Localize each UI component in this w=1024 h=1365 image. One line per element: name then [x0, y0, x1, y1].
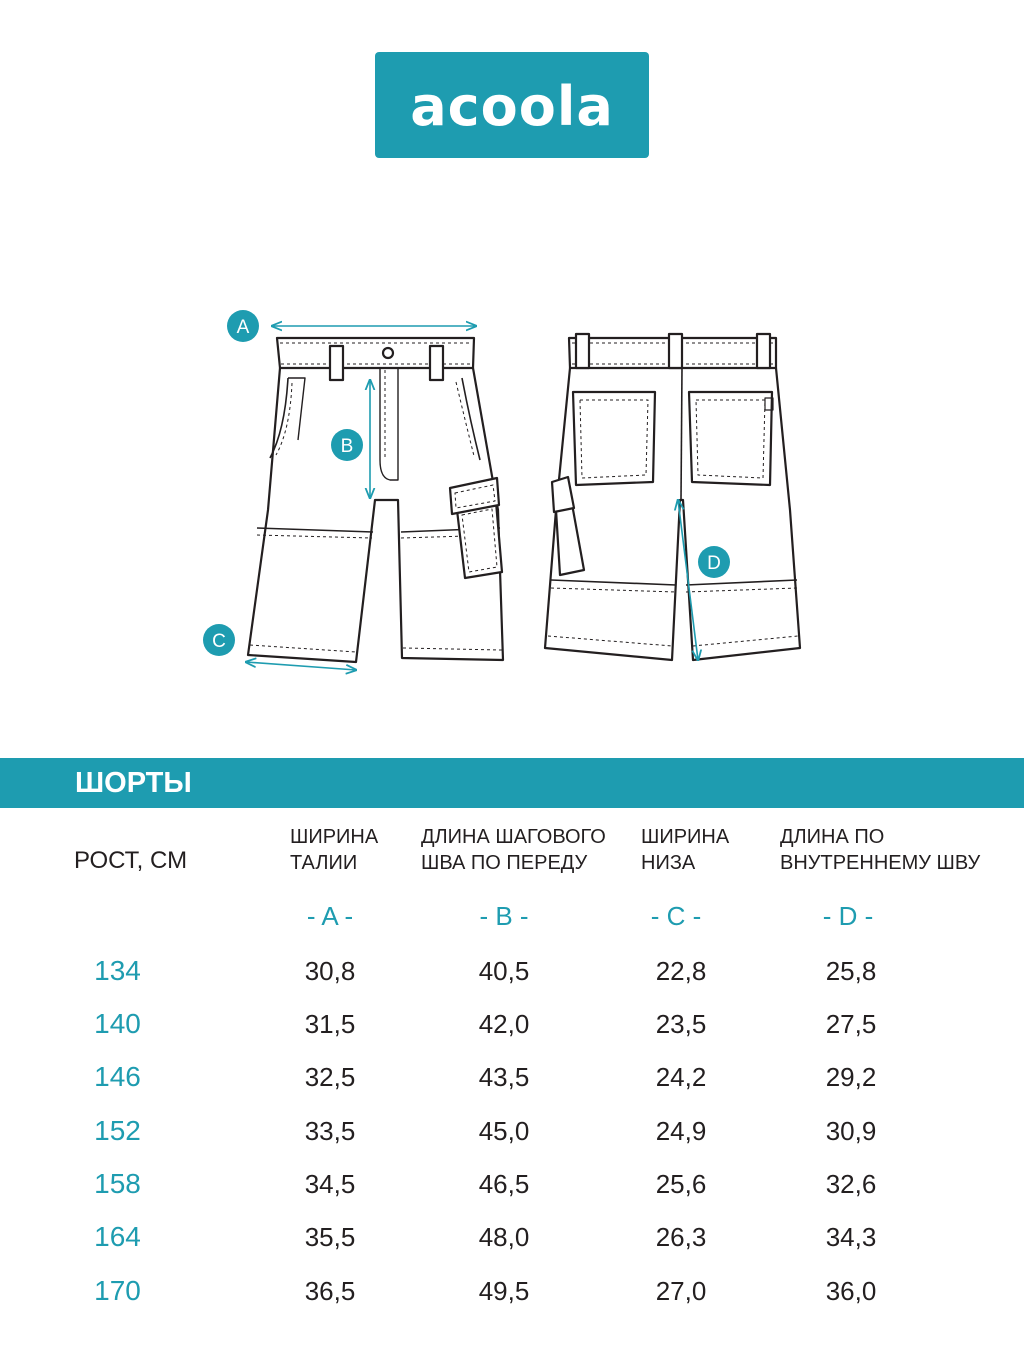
label-b: [331, 429, 363, 461]
column-letter-b: - B -: [479, 901, 529, 931]
cell-c: 24,9: [655, 1116, 707, 1146]
column-letter-a: - A -: [306, 901, 354, 931]
row-height: 152: [94, 1115, 141, 1146]
cell-a: 36,5: [304, 1276, 356, 1306]
row-header-label: РОСТ, СМ: [74, 847, 188, 874]
brand-logo-text: acoola: [410, 75, 614, 138]
svg-text:D: D: [707, 553, 721, 574]
cell-d: 36,0: [825, 1276, 877, 1306]
cell-b: 46,5: [478, 1169, 530, 1199]
cell-a: 32,5: [304, 1062, 356, 1092]
cell-b: 43,5: [478, 1062, 530, 1092]
row-height: 164: [94, 1221, 141, 1252]
row-height: 170: [94, 1275, 141, 1306]
svg-text:A: A: [236, 317, 250, 338]
row-height: 140: [94, 1008, 141, 1039]
cell-b: 48,0: [478, 1222, 530, 1252]
row-height: 146: [94, 1061, 141, 1092]
cell-a: 34,5: [304, 1169, 356, 1199]
column-letter-d: - D -: [822, 901, 874, 931]
cell-c: 27,0: [655, 1276, 707, 1306]
svg-text:C: C: [212, 631, 226, 652]
column-header-c: ШИРИНА НИЗА: [641, 826, 730, 874]
cell-d: 27,5: [825, 1009, 877, 1039]
cell-c: 22,8: [655, 956, 707, 986]
table-title-banner: [0, 758, 1024, 808]
cell-c: 24,2: [655, 1062, 707, 1092]
column-letter-c: - C -: [650, 901, 702, 931]
shorts-front-view: [248, 338, 503, 662]
cell-a: 33,5: [304, 1116, 356, 1146]
cell-d: 34,3: [825, 1222, 877, 1252]
label-c: [203, 624, 235, 656]
cell-b: 40,5: [478, 956, 530, 986]
cell-b: 45,0: [478, 1116, 530, 1146]
column-header-d: ДЛИНА ПО ВНУТРЕННЕМУ ШВУ: [780, 826, 981, 874]
label-a: [227, 310, 259, 342]
row-height: 134: [94, 955, 141, 986]
cell-b: 49,5: [478, 1276, 530, 1306]
shorts-back-view: [545, 334, 800, 660]
cell-d: 32,6: [825, 1169, 877, 1199]
label-d: [698, 546, 730, 578]
cell-a: 31,5: [304, 1009, 356, 1039]
cell-c: 26,3: [655, 1222, 707, 1252]
cell-c: 25,6: [655, 1169, 707, 1199]
cell-c: 23,5: [655, 1009, 707, 1039]
svg-text:B: B: [340, 436, 354, 457]
row-height: 158: [94, 1168, 141, 1199]
cell-d: 25,8: [825, 956, 877, 986]
column-header-a: ШИРИНА ТАЛИИ: [290, 826, 379, 874]
cell-d: 29,2: [825, 1062, 877, 1092]
cell-a: 35,5: [304, 1222, 356, 1252]
table-title: ШОРТЫ: [75, 767, 192, 799]
cell-b: 42,0: [478, 1009, 530, 1039]
column-header-b: ДЛИНА ШАГОВОГО ШВА ПО ПЕРЕДУ: [421, 826, 606, 874]
cell-a: 30,8: [304, 956, 356, 986]
cell-d: 30,9: [825, 1116, 877, 1146]
